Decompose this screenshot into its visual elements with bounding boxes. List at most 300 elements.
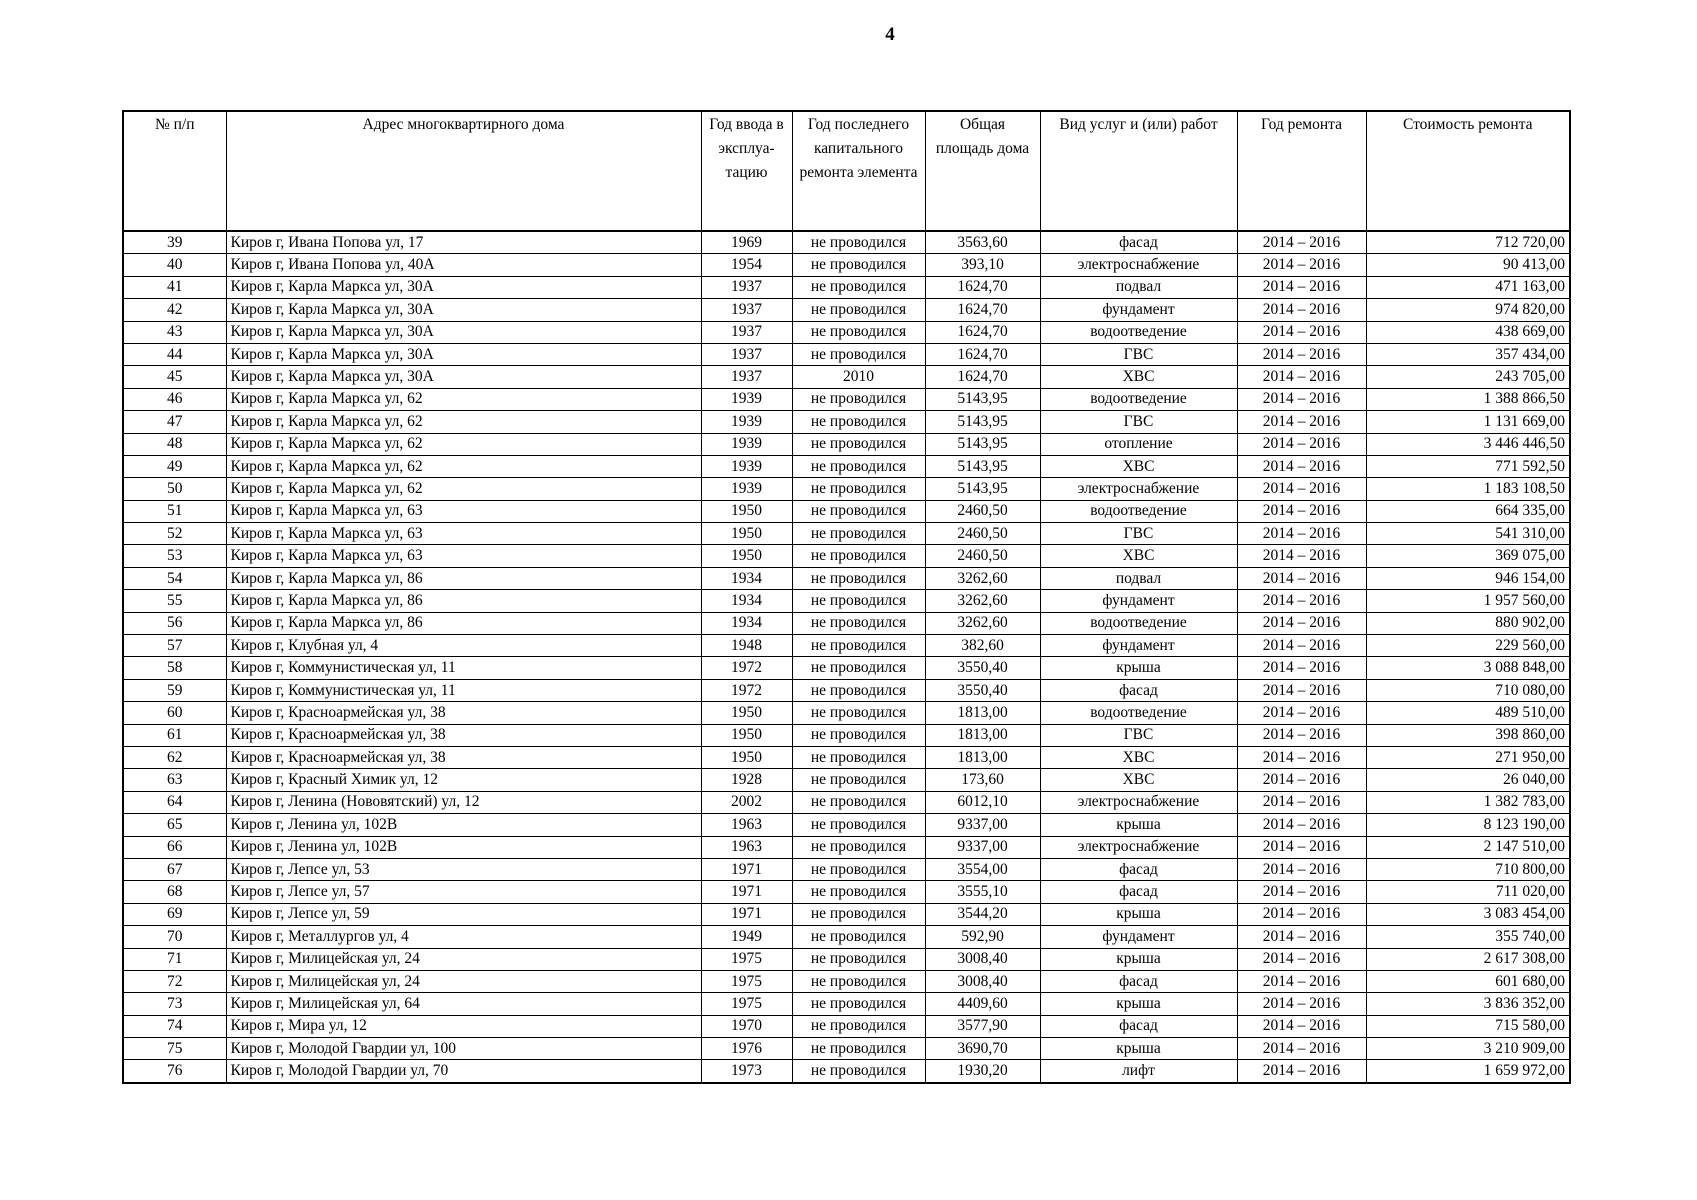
cell-area: 9337,00 bbox=[925, 814, 1040, 836]
cell-cost: 710 800,00 bbox=[1366, 858, 1570, 880]
cell-year-built: 1954 bbox=[701, 254, 792, 276]
cell-year-built: 1975 bbox=[701, 993, 792, 1015]
table-row bbox=[123, 1060, 1570, 1083]
cell-year-built: 1969 bbox=[701, 231, 792, 254]
cell-year-built: 1973 bbox=[701, 1060, 792, 1083]
cell-year-built: 1934 bbox=[701, 567, 792, 589]
cell-num: 69 bbox=[123, 903, 226, 925]
cell-last-repair: не проводился bbox=[792, 523, 925, 545]
table-row bbox=[123, 343, 1570, 365]
cell-num: 63 bbox=[123, 769, 226, 791]
cell-work: фасад bbox=[1040, 679, 1237, 701]
header-repair-period: Год ремонта bbox=[1237, 111, 1366, 231]
header-year-built: Год ввода в эксплуа- тацию bbox=[701, 111, 792, 231]
cell-area: 2460,50 bbox=[925, 500, 1040, 522]
cell-year-built: 1971 bbox=[701, 858, 792, 880]
table-row bbox=[123, 500, 1570, 522]
cell-work: ГВС bbox=[1040, 724, 1237, 746]
cell-repair-period: 2014 – 2016 bbox=[1237, 299, 1366, 321]
cell-repair-period: 2014 – 2016 bbox=[1237, 970, 1366, 992]
cell-num: 57 bbox=[123, 635, 226, 657]
table-row bbox=[123, 724, 1570, 746]
cell-address: Киров г, Карла Маркса ул, 62 bbox=[226, 455, 701, 477]
table-row bbox=[123, 455, 1570, 477]
cell-repair-period: 2014 – 2016 bbox=[1237, 1015, 1366, 1037]
cell-year-built: 1949 bbox=[701, 926, 792, 948]
cell-num: 70 bbox=[123, 926, 226, 948]
cell-cost: 3 210 909,00 bbox=[1366, 1038, 1570, 1060]
cell-address: Киров г, Клубная ул, 4 bbox=[226, 635, 701, 657]
header-last-repair: Год последнего капитального ремонта элемента bbox=[792, 111, 925, 231]
table-row bbox=[123, 411, 1570, 433]
cell-cost: 710 080,00 bbox=[1366, 679, 1570, 701]
cell-address: Киров г, Молодой Гвардии ул, 100 bbox=[226, 1038, 701, 1060]
cell-area: 1624,70 bbox=[925, 276, 1040, 298]
cell-num: 55 bbox=[123, 590, 226, 612]
cell-work: фундамент bbox=[1040, 635, 1237, 657]
cell-area: 393,10 bbox=[925, 254, 1040, 276]
cell-work: крыша bbox=[1040, 1038, 1237, 1060]
cell-address: Киров г, Карла Маркса ул, 86 bbox=[226, 567, 701, 589]
cell-cost: 1 659 972,00 bbox=[1366, 1060, 1570, 1083]
cell-cost: 715 580,00 bbox=[1366, 1015, 1570, 1037]
cell-address: Киров г, Карла Маркса ул, 63 bbox=[226, 523, 701, 545]
cell-address: Киров г, Красный Химик ул, 12 bbox=[226, 769, 701, 791]
cell-last-repair: не проводился bbox=[792, 657, 925, 679]
cell-work: ГВС bbox=[1040, 411, 1237, 433]
cell-work: фасад bbox=[1040, 970, 1237, 992]
table-row bbox=[123, 321, 1570, 343]
cell-last-repair: не проводился bbox=[792, 545, 925, 567]
cell-last-repair: не проводился bbox=[792, 411, 925, 433]
cell-repair-period: 2014 – 2016 bbox=[1237, 567, 1366, 589]
cell-num: 49 bbox=[123, 455, 226, 477]
cell-last-repair: не проводился bbox=[792, 1038, 925, 1060]
cell-repair-period: 2014 – 2016 bbox=[1237, 993, 1366, 1015]
cell-year-built: 1950 bbox=[701, 500, 792, 522]
cell-num: 41 bbox=[123, 276, 226, 298]
cell-repair-period: 2014 – 2016 bbox=[1237, 769, 1366, 791]
cell-area: 1930,20 bbox=[925, 1060, 1040, 1083]
cell-last-repair: не проводился bbox=[792, 567, 925, 589]
table-row bbox=[123, 903, 1570, 925]
cell-work: ХВС bbox=[1040, 545, 1237, 567]
cell-year-built: 1972 bbox=[701, 657, 792, 679]
table-row bbox=[123, 612, 1570, 634]
cell-year-built: 1975 bbox=[701, 970, 792, 992]
page-number: 4 bbox=[885, 24, 895, 45]
cell-repair-period: 2014 – 2016 bbox=[1237, 702, 1366, 724]
cell-year-built: 1975 bbox=[701, 948, 792, 970]
cell-last-repair: не проводился bbox=[792, 254, 925, 276]
cell-repair-period: 2014 – 2016 bbox=[1237, 433, 1366, 455]
cell-cost: 1 183 108,50 bbox=[1366, 478, 1570, 500]
cell-area: 3008,40 bbox=[925, 970, 1040, 992]
cell-repair-period: 2014 – 2016 bbox=[1237, 254, 1366, 276]
cell-work: фундамент bbox=[1040, 590, 1237, 612]
cell-year-built: 1970 bbox=[701, 1015, 792, 1037]
cell-work: электроснабжение bbox=[1040, 791, 1237, 813]
cell-address: Киров г, Лепсе ул, 57 bbox=[226, 881, 701, 903]
cell-address: Киров г, Коммунистическая ул, 11 bbox=[226, 679, 701, 701]
table-row bbox=[123, 970, 1570, 992]
cell-address: Киров г, Карла Маркса ул, 86 bbox=[226, 590, 701, 612]
header-area: Общая площадь дома bbox=[925, 111, 1040, 231]
cell-repair-period: 2014 – 2016 bbox=[1237, 590, 1366, 612]
cell-num: 39 bbox=[123, 231, 226, 254]
cell-work: ХВС bbox=[1040, 455, 1237, 477]
cell-year-built: 1948 bbox=[701, 635, 792, 657]
cell-num: 72 bbox=[123, 970, 226, 992]
table-body bbox=[123, 231, 1570, 1083]
cell-address: Киров г, Ленина ул, 102В bbox=[226, 836, 701, 858]
cell-num: 61 bbox=[123, 724, 226, 746]
cell-num: 48 bbox=[123, 433, 226, 455]
cell-last-repair: не проводился bbox=[792, 276, 925, 298]
cell-address: Киров г, Ленина (Нововятский) ул, 12 bbox=[226, 791, 701, 813]
cell-work: подвал bbox=[1040, 276, 1237, 298]
table-row bbox=[123, 276, 1570, 298]
cell-work: фасад bbox=[1040, 1015, 1237, 1037]
cell-area: 1624,70 bbox=[925, 299, 1040, 321]
cell-repair-period: 2014 – 2016 bbox=[1237, 231, 1366, 254]
cell-last-repair: не проводился bbox=[792, 299, 925, 321]
cell-cost: 26 040,00 bbox=[1366, 769, 1570, 791]
cell-address: Киров г, Ивана Попова ул, 40А bbox=[226, 254, 701, 276]
header-cost: Стоимость ремонта bbox=[1366, 111, 1570, 231]
cell-last-repair: не проводился bbox=[792, 679, 925, 701]
cell-address: Киров г, Ленина ул, 102В bbox=[226, 814, 701, 836]
cell-year-built: 1950 bbox=[701, 746, 792, 768]
cell-area: 2460,50 bbox=[925, 545, 1040, 567]
cell-repair-period: 2014 – 2016 bbox=[1237, 657, 1366, 679]
cell-work: крыша bbox=[1040, 903, 1237, 925]
cell-last-repair: не проводился bbox=[792, 388, 925, 410]
table-row bbox=[123, 926, 1570, 948]
cell-last-repair: не проводился bbox=[792, 231, 925, 254]
cell-year-built: 1971 bbox=[701, 881, 792, 903]
cell-year-built: 1950 bbox=[701, 702, 792, 724]
cell-repair-period: 2014 – 2016 bbox=[1237, 635, 1366, 657]
cell-address: Киров г, Лепсе ул, 59 bbox=[226, 903, 701, 925]
cell-area: 5143,95 bbox=[925, 478, 1040, 500]
cell-last-repair: не проводился bbox=[792, 702, 925, 724]
table-row bbox=[123, 545, 1570, 567]
cell-num: 71 bbox=[123, 948, 226, 970]
cell-address: Киров г, Карла Маркса ул, 62 bbox=[226, 478, 701, 500]
cell-area: 5143,95 bbox=[925, 433, 1040, 455]
cell-repair-period: 2014 – 2016 bbox=[1237, 814, 1366, 836]
cell-cost: 438 669,00 bbox=[1366, 321, 1570, 343]
cell-num: 75 bbox=[123, 1038, 226, 1060]
cell-last-repair: не проводился bbox=[792, 635, 925, 657]
cell-num: 62 bbox=[123, 746, 226, 768]
cell-area: 3550,40 bbox=[925, 657, 1040, 679]
cell-area: 3008,40 bbox=[925, 948, 1040, 970]
cell-last-repair: не проводился bbox=[792, 814, 925, 836]
cell-repair-period: 2014 – 2016 bbox=[1237, 926, 1366, 948]
cell-area: 3544,20 bbox=[925, 903, 1040, 925]
cell-cost: 8 123 190,00 bbox=[1366, 814, 1570, 836]
cell-address: Киров г, Карла Маркса ул, 86 bbox=[226, 612, 701, 634]
cell-num: 54 bbox=[123, 567, 226, 589]
cell-address: Киров г, Карла Маркса ул, 62 bbox=[226, 388, 701, 410]
repair-registry-table bbox=[122, 110, 1571, 1084]
cell-last-repair: не проводился bbox=[792, 1015, 925, 1037]
cell-last-repair: не проводился bbox=[792, 478, 925, 500]
cell-year-built: 1934 bbox=[701, 612, 792, 634]
cell-cost: 711 020,00 bbox=[1366, 881, 1570, 903]
cell-repair-period: 2014 – 2016 bbox=[1237, 388, 1366, 410]
table-row bbox=[123, 993, 1570, 1015]
cell-last-repair: не проводился bbox=[792, 769, 925, 791]
cell-work: ХВС bbox=[1040, 746, 1237, 768]
cell-address: Киров г, Карла Маркса ул, 63 bbox=[226, 500, 701, 522]
cell-address: Киров г, Карла Маркса ул, 30А bbox=[226, 321, 701, 343]
header-work: Вид услуг и (или) работ bbox=[1040, 111, 1237, 231]
cell-area: 1813,00 bbox=[925, 702, 1040, 724]
cell-cost: 2 617 308,00 bbox=[1366, 948, 1570, 970]
table-row bbox=[123, 299, 1570, 321]
cell-address: Киров г, Карла Маркса ул, 30А bbox=[226, 276, 701, 298]
cell-cost: 946 154,00 bbox=[1366, 567, 1570, 589]
cell-year-built: 1928 bbox=[701, 769, 792, 791]
cell-year-built: 1939 bbox=[701, 478, 792, 500]
cell-num: 64 bbox=[123, 791, 226, 813]
cell-year-built: 1950 bbox=[701, 523, 792, 545]
cell-cost: 357 434,00 bbox=[1366, 343, 1570, 365]
cell-year-built: 1971 bbox=[701, 903, 792, 925]
cell-num: 73 bbox=[123, 993, 226, 1015]
cell-cost: 3 446 446,50 bbox=[1366, 433, 1570, 455]
table-row bbox=[123, 791, 1570, 813]
cell-num: 59 bbox=[123, 679, 226, 701]
cell-address: Киров г, Милицейская ул, 24 bbox=[226, 948, 701, 970]
cell-year-built: 1937 bbox=[701, 299, 792, 321]
cell-area: 3555,10 bbox=[925, 881, 1040, 903]
cell-repair-period: 2014 – 2016 bbox=[1237, 1060, 1366, 1083]
cell-area: 1624,70 bbox=[925, 321, 1040, 343]
cell-address: Киров г, Лепсе ул, 53 bbox=[226, 858, 701, 880]
cell-repair-period: 2014 – 2016 bbox=[1237, 276, 1366, 298]
cell-area: 3554,00 bbox=[925, 858, 1040, 880]
cell-last-repair: не проводился bbox=[792, 926, 925, 948]
cell-work: отопление bbox=[1040, 433, 1237, 455]
cell-repair-period: 2014 – 2016 bbox=[1237, 478, 1366, 500]
cell-work: ГВС bbox=[1040, 343, 1237, 365]
table-row bbox=[123, 858, 1570, 880]
table-row bbox=[123, 881, 1570, 903]
cell-cost: 664 335,00 bbox=[1366, 500, 1570, 522]
cell-cost: 398 860,00 bbox=[1366, 724, 1570, 746]
table-row bbox=[123, 746, 1570, 768]
cell-repair-period: 2014 – 2016 bbox=[1237, 858, 1366, 880]
cell-cost: 471 163,00 bbox=[1366, 276, 1570, 298]
cell-year-built: 1939 bbox=[701, 455, 792, 477]
cell-repair-period: 2014 – 2016 bbox=[1237, 903, 1366, 925]
cell-address: Киров г, Карла Маркса ул, 62 bbox=[226, 411, 701, 433]
cell-work: крыша bbox=[1040, 814, 1237, 836]
cell-repair-period: 2014 – 2016 bbox=[1237, 679, 1366, 701]
cell-cost: 712 720,00 bbox=[1366, 231, 1570, 254]
cell-num: 44 bbox=[123, 343, 226, 365]
table-row bbox=[123, 366, 1570, 388]
cell-last-repair: не проводился bbox=[792, 791, 925, 813]
cell-last-repair: не проводился bbox=[792, 433, 925, 455]
cell-work: крыша bbox=[1040, 948, 1237, 970]
cell-cost: 1 382 783,00 bbox=[1366, 791, 1570, 813]
cell-year-built: 1939 bbox=[701, 433, 792, 455]
cell-area: 3262,60 bbox=[925, 567, 1040, 589]
table-row bbox=[123, 567, 1570, 589]
cell-num: 53 bbox=[123, 545, 226, 567]
table-row bbox=[123, 590, 1570, 612]
cell-year-built: 1963 bbox=[701, 836, 792, 858]
cell-repair-period: 2014 – 2016 bbox=[1237, 545, 1366, 567]
cell-cost: 1 131 669,00 bbox=[1366, 411, 1570, 433]
cell-num: 76 bbox=[123, 1060, 226, 1083]
cell-area: 9337,00 bbox=[925, 836, 1040, 858]
cell-cost: 3 836 352,00 bbox=[1366, 993, 1570, 1015]
cell-work: подвал bbox=[1040, 567, 1237, 589]
table-row bbox=[123, 1038, 1570, 1060]
cell-cost: 369 075,00 bbox=[1366, 545, 1570, 567]
cell-year-built: 2002 bbox=[701, 791, 792, 813]
table-row bbox=[123, 769, 1570, 791]
cell-work: водоотведение bbox=[1040, 321, 1237, 343]
table-row bbox=[123, 388, 1570, 410]
cell-address: Киров г, Металлургов ул, 4 bbox=[226, 926, 701, 948]
table-row bbox=[123, 1015, 1570, 1037]
cell-last-repair: не проводился bbox=[792, 724, 925, 746]
cell-cost: 90 413,00 bbox=[1366, 254, 1570, 276]
table-row bbox=[123, 948, 1570, 970]
cell-area: 1813,00 bbox=[925, 746, 1040, 768]
cell-cost: 1 388 866,50 bbox=[1366, 388, 1570, 410]
cell-work: фасад bbox=[1040, 231, 1237, 254]
cell-area: 3690,70 bbox=[925, 1038, 1040, 1060]
cell-work: ХВС bbox=[1040, 366, 1237, 388]
cell-num: 50 bbox=[123, 478, 226, 500]
cell-year-built: 1976 bbox=[701, 1038, 792, 1060]
cell-work: электроснабжение bbox=[1040, 478, 1237, 500]
cell-work: водоотведение bbox=[1040, 612, 1237, 634]
table-row bbox=[123, 635, 1570, 657]
cell-area: 5143,95 bbox=[925, 388, 1040, 410]
cell-repair-period: 2014 – 2016 bbox=[1237, 724, 1366, 746]
cell-repair-period: 2014 – 2016 bbox=[1237, 836, 1366, 858]
cell-repair-period: 2014 – 2016 bbox=[1237, 1038, 1366, 1060]
cell-cost: 229 560,00 bbox=[1366, 635, 1570, 657]
cell-work: лифт bbox=[1040, 1060, 1237, 1083]
cell-last-repair: не проводился bbox=[792, 836, 925, 858]
cell-work: водоотведение bbox=[1040, 500, 1237, 522]
cell-area: 5143,95 bbox=[925, 411, 1040, 433]
cell-work: крыша bbox=[1040, 657, 1237, 679]
cell-num: 56 bbox=[123, 612, 226, 634]
cell-area: 1624,70 bbox=[925, 366, 1040, 388]
cell-last-repair: не проводился bbox=[792, 612, 925, 634]
cell-num: 68 bbox=[123, 881, 226, 903]
cell-num: 52 bbox=[123, 523, 226, 545]
table-row bbox=[123, 523, 1570, 545]
cell-address: Киров г, Коммунистическая ул, 11 bbox=[226, 657, 701, 679]
cell-area: 3550,40 bbox=[925, 679, 1040, 701]
cell-area: 6012,10 bbox=[925, 791, 1040, 813]
cell-repair-period: 2014 – 2016 bbox=[1237, 500, 1366, 522]
cell-work: электроснабжение bbox=[1040, 254, 1237, 276]
cell-repair-period: 2014 – 2016 bbox=[1237, 948, 1366, 970]
cell-last-repair: не проводился bbox=[792, 590, 925, 612]
cell-last-repair: не проводился bbox=[792, 881, 925, 903]
table-row bbox=[123, 433, 1570, 455]
table-row bbox=[123, 254, 1570, 276]
header-address: Адрес многоквартирного дома bbox=[226, 111, 701, 231]
cell-work: водоотведение bbox=[1040, 388, 1237, 410]
cell-num: 51 bbox=[123, 500, 226, 522]
cell-year-built: 1972 bbox=[701, 679, 792, 701]
cell-num: 74 bbox=[123, 1015, 226, 1037]
cell-num: 66 bbox=[123, 836, 226, 858]
cell-cost: 880 902,00 bbox=[1366, 612, 1570, 634]
cell-repair-period: 2014 – 2016 bbox=[1237, 321, 1366, 343]
cell-address: Киров г, Карла Маркса ул, 63 bbox=[226, 545, 701, 567]
cell-cost: 974 820,00 bbox=[1366, 299, 1570, 321]
cell-num: 65 bbox=[123, 814, 226, 836]
cell-num: 67 bbox=[123, 858, 226, 880]
cell-cost: 771 592,50 bbox=[1366, 455, 1570, 477]
table-row bbox=[123, 836, 1570, 858]
cell-work: фундамент bbox=[1040, 299, 1237, 321]
cell-year-built: 1939 bbox=[701, 411, 792, 433]
cell-last-repair: не проводился bbox=[792, 343, 925, 365]
cell-address: Киров г, Карла Маркса ул, 62 bbox=[226, 433, 701, 455]
cell-area: 1624,70 bbox=[925, 343, 1040, 365]
cell-repair-period: 2014 – 2016 bbox=[1237, 612, 1366, 634]
table-row bbox=[123, 814, 1570, 836]
cell-work: фундамент bbox=[1040, 926, 1237, 948]
cell-address: Киров г, Красноармейская ул, 38 bbox=[226, 746, 701, 768]
cell-year-built: 1937 bbox=[701, 276, 792, 298]
cell-last-repair: не проводился bbox=[792, 903, 925, 925]
cell-area: 2460,50 bbox=[925, 523, 1040, 545]
table-row bbox=[123, 657, 1570, 679]
cell-cost: 3 088 848,00 bbox=[1366, 657, 1570, 679]
cell-num: 58 bbox=[123, 657, 226, 679]
cell-area: 3577,90 bbox=[925, 1015, 1040, 1037]
cell-area: 382,60 bbox=[925, 635, 1040, 657]
cell-address: Киров г, Ивана Попова ул, 17 bbox=[226, 231, 701, 254]
cell-num: 42 bbox=[123, 299, 226, 321]
cell-cost: 541 310,00 bbox=[1366, 523, 1570, 545]
cell-num: 60 bbox=[123, 702, 226, 724]
cell-area: 173,60 bbox=[925, 769, 1040, 791]
cell-year-built: 1950 bbox=[701, 724, 792, 746]
table-row bbox=[123, 679, 1570, 701]
cell-last-repair: не проводился bbox=[792, 746, 925, 768]
cell-repair-period: 2014 – 2016 bbox=[1237, 343, 1366, 365]
cell-repair-period: 2014 – 2016 bbox=[1237, 366, 1366, 388]
cell-year-built: 1939 bbox=[701, 388, 792, 410]
cell-year-built: 1963 bbox=[701, 814, 792, 836]
cell-year-built: 1937 bbox=[701, 366, 792, 388]
cell-year-built: 1934 bbox=[701, 590, 792, 612]
cell-cost: 355 740,00 bbox=[1366, 926, 1570, 948]
cell-cost: 489 510,00 bbox=[1366, 702, 1570, 724]
cell-num: 43 bbox=[123, 321, 226, 343]
cell-area: 3262,60 bbox=[925, 612, 1040, 634]
cell-num: 45 bbox=[123, 366, 226, 388]
